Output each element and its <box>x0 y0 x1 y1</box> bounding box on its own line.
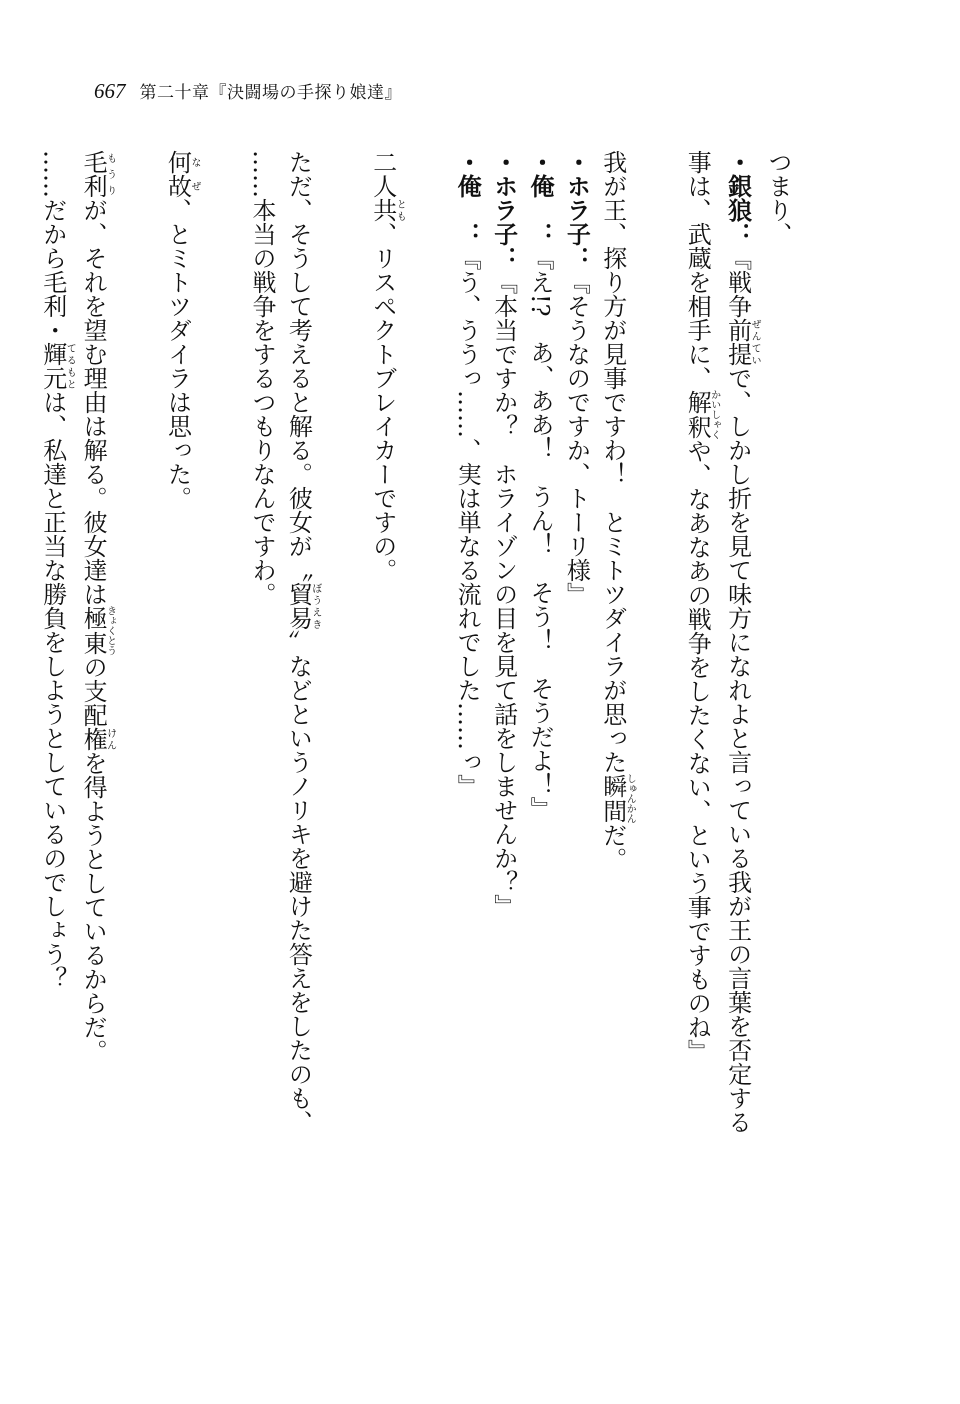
text-segment: だ。 <box>598 823 627 871</box>
ruby-base: 権 <box>79 727 108 751</box>
ruby-word <box>163 150 201 198</box>
ruby-word <box>368 198 406 222</box>
page-number: 667 <box>94 79 126 103</box>
speaker-label: ・俺 ： <box>525 150 554 246</box>
speaker-label: ・銀狼： <box>723 150 752 246</box>
text-line <box>558 150 594 1360</box>
ruby-reading: ぼうえき <box>309 582 321 630</box>
ruby-reading: てるもと <box>64 342 76 390</box>
text-line <box>719 150 759 1360</box>
text-segment: ……だから毛利・ <box>38 150 67 342</box>
ruby-reading: しゅんかん <box>624 773 636 824</box>
text-line <box>594 150 678 1360</box>
ruby-word <box>284 582 321 630</box>
ruby-base: 瞬間 <box>598 773 627 824</box>
text-line <box>522 150 558 1360</box>
ruby-word <box>598 773 636 824</box>
text-segment: 二人 <box>368 150 397 198</box>
ruby-word <box>79 727 116 751</box>
ruby-reading: きょくとう <box>104 605 116 656</box>
ruby-reading: けん <box>104 727 116 751</box>
ruby-base: 輝元 <box>38 342 67 390</box>
body-text <box>0 150 844 1360</box>
ruby-base: 毛利 <box>79 150 108 198</box>
text-line <box>159 150 243 1360</box>
ruby-reading: とも <box>394 198 406 222</box>
text-line <box>244 150 280 1360</box>
text-segment: 、リスペクトブレイカーですの。 <box>368 222 397 582</box>
text-segment: を得ようとしているからだ。 <box>79 751 108 1063</box>
text-segment: 『戦争 <box>723 246 752 318</box>
text-line <box>34 150 74 1360</box>
ruby-reading: かいしゃく <box>708 389 720 440</box>
ruby-word <box>38 342 76 390</box>
ruby-reading: ぜんてい <box>749 318 761 366</box>
text-segment: ただ、そうして考えると解る。彼女が〝 <box>284 150 313 582</box>
running-title: 第二十章『決闘場の手探り娘達』 <box>139 83 402 103</box>
speaker-label: ・俺 ： <box>453 150 482 246</box>
text-segment: が、それを望む理由は解る。彼女達は <box>79 198 108 606</box>
text-line <box>679 150 719 1360</box>
text-segment: 『え!? あ、ああ！ うん！ そう！ そうだよ！』 <box>525 246 554 821</box>
page-header <box>94 78 402 108</box>
ruby-base: 貿易 <box>284 582 313 630</box>
ruby-word <box>79 150 116 198</box>
speaker-label: ・ホラ子： <box>489 150 518 270</box>
ruby-base: 解釈 <box>683 389 712 440</box>
ruby-word <box>79 605 116 656</box>
text-line <box>0 150 34 1360</box>
ruby-reading: なぜ <box>189 150 201 198</box>
ruby-base: 前提 <box>723 318 752 366</box>
text-segment: 『う、ううっ……、実は単なる流れでした……っ』 <box>453 246 482 798</box>
text-segment: ……本当の戦争をするつもりなんですわ。 <box>247 150 276 606</box>
text-line <box>485 150 521 1360</box>
text-line <box>364 150 448 1360</box>
ruby-reading: もうり <box>104 150 116 198</box>
ruby-base: 極東 <box>79 605 108 656</box>
text-segment: 事は、武蔵を相手に、 <box>683 150 712 390</box>
text-segment: 『そうなのですか、トーリ様』 <box>562 270 591 606</box>
ruby-base: 共 <box>368 198 397 222</box>
text-segment: 我が王、探り方が見事ですわ！ とミトツダイラが思った <box>598 150 627 774</box>
ruby-base: 何故 <box>163 150 192 198</box>
text-segment: 、とミトツダイラは思った。 <box>163 198 192 510</box>
text-line <box>449 150 485 1360</box>
text-segment: で、しかし折を見て味方になれよと言っている我が王の言葉を否定する <box>723 366 752 1134</box>
text-line <box>760 150 844 1360</box>
text-line <box>75 150 159 1360</box>
ruby-word <box>683 389 720 440</box>
text-line <box>280 150 364 1360</box>
speaker-label: ・ホラ子： <box>562 150 591 270</box>
text-segment: 〟などというノリキを避けた答えをしたのも、 <box>284 630 313 1134</box>
text-segment: や、なあなあの戦争をしたくない、という事ですものね』 <box>683 439 712 1063</box>
text-segment: 『本当ですか？ ホライゾンの目を見て話をしませんか？』 <box>489 270 518 918</box>
text-segment: つまり、 <box>764 150 792 246</box>
text-segment: の支配 <box>79 655 108 727</box>
ruby-word <box>723 318 761 366</box>
text-segment: は、私達と正当な勝負をしようとしているのでしょう？ <box>38 390 67 990</box>
